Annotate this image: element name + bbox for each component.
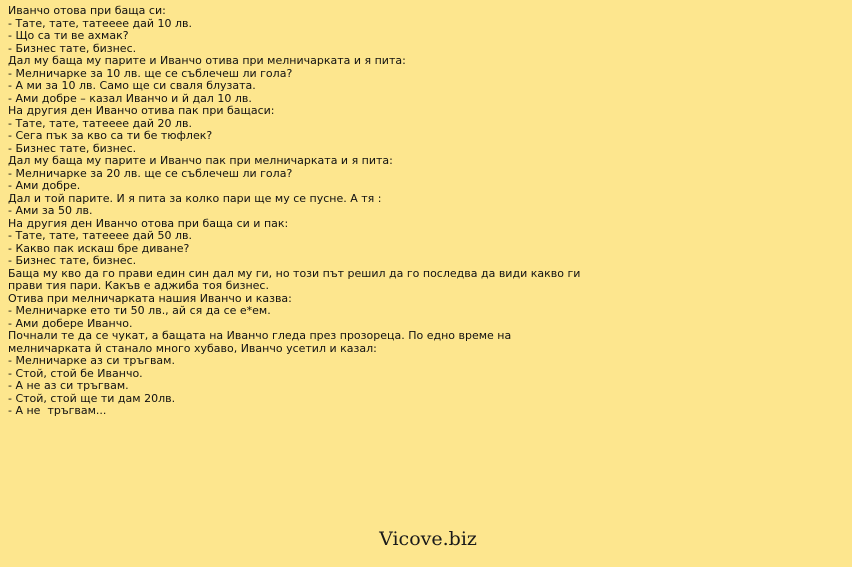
joke-line: - Тате, тате, татееее дай 50 лв. [8, 229, 193, 242]
joke-line: - Стой, стой ще ти дам 20лв. [8, 391, 176, 405]
joke-line: мелничарката й станало много хубаво, Иванчо усетил и казал: [8, 341, 377, 355]
joke-line: - Мелничарке за 10 лв. ще се съблечеш ли гола? [8, 66, 293, 80]
joke-line: - Стой, стой бе Иванчо. [8, 366, 143, 380]
joke-line: На другия ден Иванчо отива пак при бащаси: [8, 104, 275, 117]
joke-text [8, 5, 844, 418]
joke-line: - Мелничарке за 20 лв. ще се съблечеш ли гола? [8, 166, 293, 180]
joke-line: Дал му баща му парите и Иванчо отива при мелничарката и я пита: [8, 54, 406, 67]
joke-line: - А не тръгвам... [8, 404, 107, 417]
joke-line: - Сега пък за кво са ти бе тюфлек? [8, 129, 213, 142]
joke-line: Дал му баща му парите и Иванчо пак при мелничарката и я пита: [8, 154, 393, 167]
joke-line: Дал и той парите. И я пита за колко пари ще му се пусне. А тя : [8, 191, 382, 205]
site-watermark: Vicove.biz [379, 528, 477, 550]
joke-line: - Ами добре. [8, 179, 81, 192]
joke-line: - Мелничарке аз си тръгвам. [8, 354, 175, 367]
joke-line: прави тия пари. Какъв е аджиба тоя бизнес. [8, 279, 269, 292]
joke-line: - Ами за 50 лв. [8, 204, 93, 217]
joke-line: - Тате, тате, татееее дай 20 лв. [8, 116, 193, 130]
joke-line: Баща му кво да го прави един син дал му ги, но този път решил да го последва да види какво ги [8, 266, 581, 280]
joke-line: - Ами добре – казал Иванчо и й дал 10 лв. [8, 91, 252, 105]
joke-line: - Бизнес тате, бизнес. [8, 254, 137, 267]
joke-line: - Бизнес тате, бизнес. [8, 41, 137, 55]
joke-line: - Ами добере Иванчо. [8, 316, 133, 330]
joke-line: - А ми за 10 лв. Само ще си сваля блузата. [8, 79, 256, 92]
joke-line: - Какво пак искаш бре диване? [8, 241, 190, 255]
joke-line: - Тате, тате, татееее дай 10 лв. [8, 16, 193, 30]
joke-line: - Що са ти ве ахмак? [8, 29, 129, 42]
joke-line: Иванчо отова при баща си: [8, 4, 166, 17]
joke-line: Почнали те да се чукат, а бащата на Иванчо гледа през прозореца. По едно време на [8, 329, 512, 342]
joke-line: - А не аз си тръгвам. [8, 379, 129, 392]
joke-line: На другия ден Иванчо отова при баща си и пак: [8, 216, 289, 230]
joke-line: - Бизнес тате, бизнес. [8, 141, 137, 155]
joke-line: - Мелничарке ето ти 50 лв., ай ся да се е*ем. [8, 304, 271, 317]
joke-line: Отива при мелничарката нашия Иванчо и казва: [8, 291, 292, 305]
